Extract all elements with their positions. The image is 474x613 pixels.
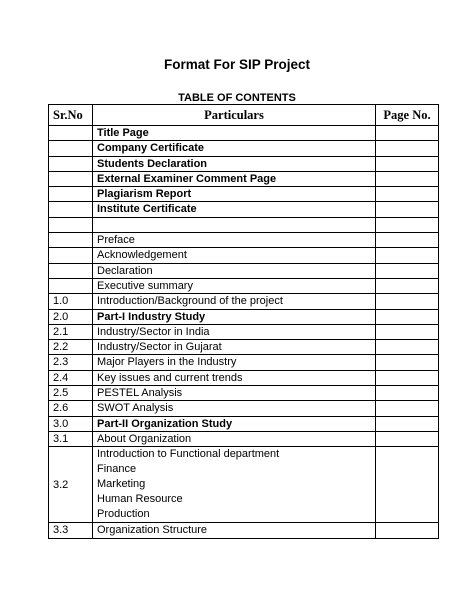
document-title: Format For SIP Project	[163, 57, 311, 72]
table-row	[49, 217, 439, 232]
table-row	[49, 156, 439, 171]
sr-no-cell: 2.5	[49, 386, 93, 401]
table-row	[49, 263, 439, 278]
table-row	[49, 202, 439, 217]
toc-body	[49, 126, 439, 539]
page-no-cell	[376, 431, 439, 446]
page-no-cell	[376, 217, 439, 232]
sr-no-cell	[49, 263, 93, 278]
page-no-cell	[376, 340, 439, 355]
sr-no-cell	[49, 202, 93, 217]
header-row	[49, 105, 439, 126]
sr-no-cell	[49, 278, 93, 293]
table-row	[49, 431, 439, 446]
particulars-cell: Declaration	[93, 263, 376, 278]
page-no-cell	[376, 233, 439, 248]
page-no-cell	[376, 156, 439, 171]
particulars-line: Production	[97, 508, 150, 521]
sr-no-cell	[49, 233, 93, 248]
table-row	[49, 370, 439, 385]
page-no-cell	[376, 171, 439, 186]
page-no-cell	[376, 447, 439, 523]
sr-no-cell: 3.3	[49, 523, 93, 538]
particulars-cell: Institute Certificate	[93, 202, 376, 217]
particulars-cell: Plagiarism Report	[93, 187, 376, 202]
particulars-cell: Preface	[93, 233, 376, 248]
particulars-cell	[93, 217, 376, 232]
particulars-line: Finance	[97, 463, 137, 476]
particulars-line: Introduction to Functional department	[97, 448, 280, 461]
toc-heading: TABLE OF CONTENTS	[178, 92, 296, 104]
sr-no-cell: 3.2	[49, 447, 93, 523]
table-row	[49, 278, 439, 293]
particulars-cell: Executive summary	[93, 278, 376, 293]
particulars-cell: Part-II Organization Study	[93, 416, 376, 431]
particulars-cell: Industry/Sector in India	[93, 324, 376, 339]
header-sr-no: Sr.No	[49, 105, 93, 126]
table-row	[49, 248, 439, 263]
sr-no-cell	[49, 171, 93, 186]
sr-no-cell: 2.4	[49, 370, 93, 385]
particulars-cell: Company Certificate	[93, 141, 376, 156]
header-particulars: Particulars	[93, 105, 376, 126]
page-no-cell	[376, 294, 439, 309]
particulars-cell	[93, 447, 376, 523]
table-row	[49, 386, 439, 401]
page-no-cell	[376, 126, 439, 141]
page-no-cell	[376, 416, 439, 431]
page-no-cell	[376, 141, 439, 156]
particulars-cell: Title Page	[93, 126, 376, 141]
particulars-cell: External Examiner Comment Page	[93, 171, 376, 186]
sr-no-cell	[49, 141, 93, 156]
table-row	[49, 171, 439, 186]
sr-no-cell: 2.3	[49, 355, 93, 370]
page-no-cell	[376, 324, 439, 339]
page-no-cell	[376, 370, 439, 385]
sr-no-cell	[49, 217, 93, 232]
page-no-cell	[376, 248, 439, 263]
sr-no-cell: 2.1	[49, 324, 93, 339]
particulars-cell: Major Players in the Industry	[93, 355, 376, 370]
particulars-cell: Key issues and current trends	[93, 370, 376, 385]
table-row	[49, 416, 439, 431]
table-row	[49, 447, 439, 523]
sr-no-cell: 3.0	[49, 416, 93, 431]
page-no-cell	[376, 523, 439, 538]
table-row	[49, 126, 439, 141]
table-row	[49, 309, 439, 324]
page-no-cell	[376, 187, 439, 202]
sr-no-cell: 3.1	[49, 431, 93, 446]
sr-no-cell: 2.0	[49, 309, 93, 324]
sr-no-cell	[49, 248, 93, 263]
particulars-line: Human Resource	[97, 493, 183, 506]
page-no-cell	[376, 278, 439, 293]
particulars-line: Marketing	[97, 478, 146, 491]
particulars-cell: Organization Structure	[93, 523, 376, 538]
header-page-no: Page No.	[376, 105, 439, 126]
sr-no-cell: 1.0	[49, 294, 93, 309]
table-row	[49, 355, 439, 370]
table-row	[49, 294, 439, 309]
page-no-cell	[376, 401, 439, 416]
table-row	[49, 324, 439, 339]
sr-no-cell	[49, 156, 93, 171]
particulars-cell: PESTEL Analysis	[93, 386, 376, 401]
table-row	[49, 141, 439, 156]
particulars-cell: Industry/Sector in Gujarat	[93, 340, 376, 355]
particulars-cell: Students Declaration	[93, 156, 376, 171]
sr-no-cell	[49, 187, 93, 202]
sr-no-cell	[49, 126, 93, 141]
table-row	[49, 401, 439, 416]
particulars-cell: Acknowledgement	[93, 248, 376, 263]
particulars-cell: Introduction/Background of the project	[93, 294, 376, 309]
particulars-cell: SWOT Analysis	[93, 401, 376, 416]
page-no-cell	[376, 202, 439, 217]
table-row	[49, 340, 439, 355]
page-no-cell	[376, 386, 439, 401]
page-no-cell	[376, 263, 439, 278]
sr-no-cell: 2.2	[49, 340, 93, 355]
particulars-cell: Part-I Industry Study	[93, 309, 376, 324]
table-row	[49, 233, 439, 248]
particulars-cell: About Organization	[93, 431, 376, 446]
sr-no-cell: 2.6	[49, 401, 93, 416]
table-row	[49, 523, 439, 538]
toc-table	[48, 104, 439, 539]
table-row	[49, 187, 439, 202]
page-no-cell	[376, 309, 439, 324]
page-no-cell	[376, 355, 439, 370]
